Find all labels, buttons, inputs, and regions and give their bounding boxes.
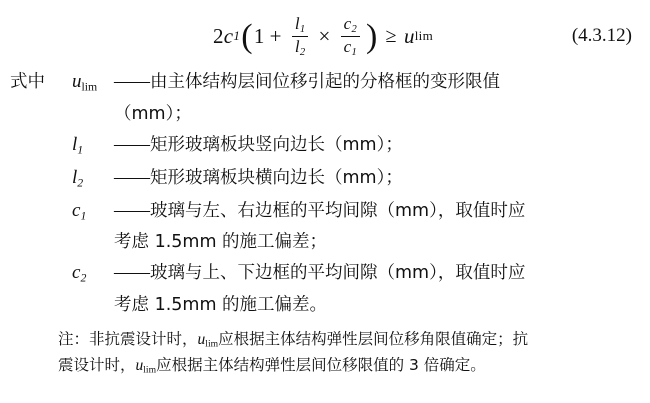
formula-c1-variable: c — [223, 23, 234, 48]
definition-dash: —— — [114, 263, 149, 284]
definition-text: 玻璃与上、下边框的平均间隙（mm），取值时应 — [150, 263, 526, 284]
definition-item-c2 — [10, 257, 636, 290]
fraction-c2-c1 — [341, 15, 360, 58]
note-symbol-ulim-2: u — [135, 356, 144, 374]
note-text-1b: 应根据主体结构弹性层间位移角限值确定；抗 — [218, 330, 529, 349]
note-line-2 — [10, 353, 636, 378]
formula-coefficient: 2 — [212, 23, 224, 48]
frac1-num-var: l — [294, 13, 300, 33]
definition-item-l1 — [10, 129, 636, 162]
formula-open-paren: ( — [241, 17, 253, 55]
formula-plus-operator: + — [269, 23, 282, 48]
definition-dash: —— — [114, 72, 149, 92]
symbol-variable: c — [72, 199, 81, 221]
definition-item-c1 — [10, 195, 636, 228]
definition-list — [10, 66, 636, 320]
formula-one: 1 — [253, 23, 265, 48]
formula-c1-subscript: 1 — [233, 28, 241, 44]
definition-dash: —— — [114, 134, 149, 155]
formula-ulim-subscript: lim — [414, 28, 434, 44]
note-line-1 — [10, 327, 636, 352]
frac1-den-var: l — [294, 36, 300, 56]
note-text-2a: 震设计时， — [58, 355, 136, 374]
frac1-num-sub: 1 — [299, 23, 306, 35]
symbol-ulim — [72, 66, 114, 99]
definition-text: 玻璃与左、右边框的平均间隙（mm），取值时应 — [150, 200, 526, 221]
formula-relation-operator: ≥ — [385, 25, 397, 47]
symbol-subscript: 1 — [80, 208, 87, 222]
symbol-c2 — [72, 257, 114, 290]
formula-times-operator: × — [318, 23, 331, 48]
note-block — [10, 327, 636, 378]
fraction-numerator — [292, 15, 309, 37]
symbol-subscript: 2 — [80, 271, 87, 285]
symbol-subscript: 2 — [77, 176, 84, 190]
symbol-l1 — [72, 129, 114, 162]
symbol-subscript: 1 — [77, 143, 84, 157]
definition-text: 矩形玻璃板块横向边长（mm）； — [150, 167, 403, 188]
definition-text: 矩形玻璃板块竖向边长（mm）； — [150, 134, 403, 155]
definition-text: 由主体结构层间位移引起的分格框的变形限值 — [150, 72, 500, 92]
frac2-num-sub: 2 — [351, 23, 358, 35]
symbol-variable: u — [72, 71, 82, 92]
fraction-denominator — [292, 37, 309, 58]
note-text-2b: 应根据主体结构弹性层间位移限值的 3 倍确定。 — [156, 355, 486, 374]
symbol-variable: l — [72, 133, 78, 155]
formula-ulim-variable: u — [403, 23, 415, 48]
frac1-den-sub: 2 — [299, 46, 306, 58]
symbol-subscript: lim — [81, 80, 98, 94]
note-symbol-ulim-1: u — [197, 331, 206, 349]
definition-continuation-c2: 考虑 1.5mm 的施工偏差。 — [114, 295, 328, 316]
equation-number: (4.3.12) — [571, 25, 632, 46]
definition-continuation-c1: 考虑 1.5mm 的施工偏差； — [114, 232, 328, 253]
frac2-den-sub: 1 — [351, 46, 358, 58]
where-label: 式中 — [10, 72, 45, 92]
fraction-denominator — [341, 37, 360, 58]
definition-dash: —— — [114, 167, 149, 188]
fraction-l1-l2 — [292, 15, 309, 58]
frac2-num-var: c — [343, 13, 352, 33]
symbol-l2 — [72, 162, 114, 195]
symbol-variable: l — [72, 166, 78, 188]
formula-expression — [213, 15, 433, 58]
definition-item-l2 — [10, 162, 636, 195]
formula-block — [10, 8, 636, 64]
frac2-den-var: c — [343, 36, 352, 56]
symbol-c1 — [72, 195, 114, 228]
note-text-1a: 非抗震设计时， — [89, 330, 198, 349]
note-label: 注： — [58, 330, 90, 349]
fraction-numerator — [341, 15, 360, 37]
note-symbol-ulim-1-sub: lim — [205, 339, 219, 351]
definition-continuation-ulim: （mm）； — [114, 103, 192, 124]
definition-dash: —— — [114, 200, 149, 221]
symbol-variable: c — [72, 262, 81, 284]
definition-item-ulim — [10, 66, 636, 99]
formula-close-paren: ) — [366, 17, 378, 55]
note-symbol-ulim-2-sub: lim — [143, 364, 157, 376]
